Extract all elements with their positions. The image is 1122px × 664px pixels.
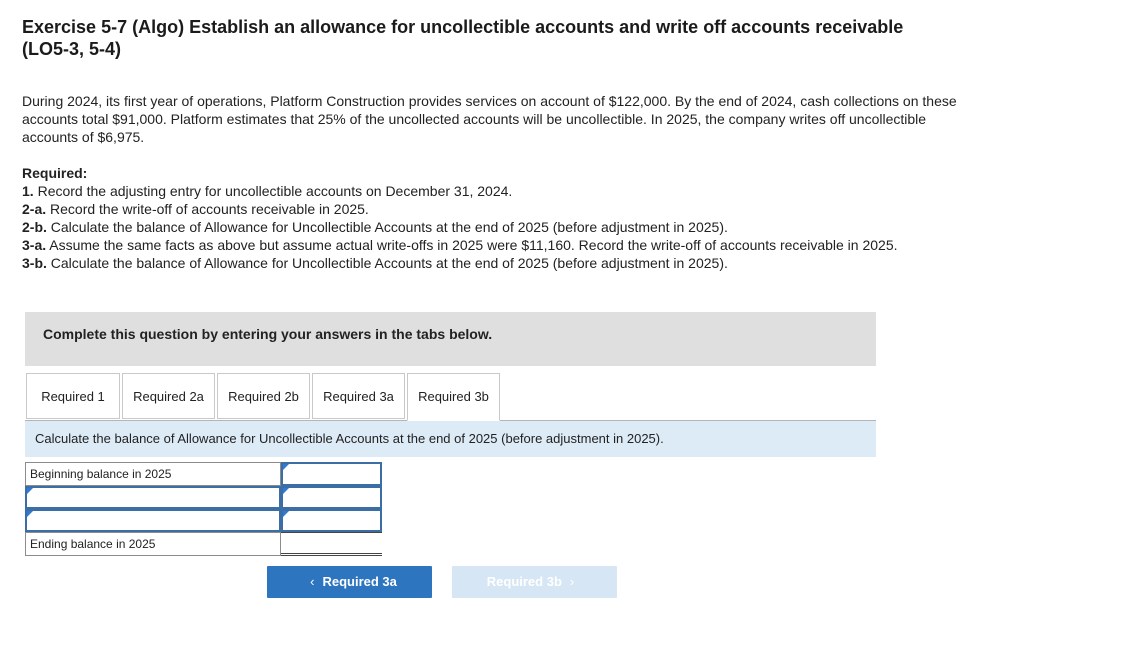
required-item	[22, 200, 972, 218]
exercise-title	[22, 16, 982, 60]
required-list	[22, 164, 972, 272]
exercise-title-line1: Exercise 5-7 (Algo) Establish an allowance for uncollectible accounts and write off accounts receivable	[22, 17, 904, 37]
next-tab-label: Required 3b	[486, 574, 562, 589]
required-item-text: Assume the same facts as above but assume actual write-offs in 2025 were $11,160. Record the write-off of accounts receivable in 2025.	[49, 237, 898, 253]
required-item	[22, 218, 972, 236]
row2-amount-input[interactable]	[281, 486, 382, 509]
next-tab-button	[452, 566, 617, 598]
ending-balance-total	[281, 532, 382, 556]
required-item-text: Record the adjusting entry for uncollectible accounts on December 31, 2024.	[37, 183, 513, 199]
beginning-balance-input[interactable]	[281, 462, 382, 486]
chevron-left-icon: ‹	[310, 574, 315, 589]
required-item	[22, 254, 972, 272]
required-item	[22, 236, 972, 254]
required-item-text: Calculate the balance of Allowance for Uncollectible Accounts at the end of 2025 (before adjustment in 2025).	[50, 219, 728, 235]
tab-required-1[interactable]: Required 1	[26, 373, 120, 419]
required-item-num: 2-a.	[22, 201, 47, 217]
ending-balance-label: Ending balance in 2025	[25, 532, 281, 556]
exercise-intro: During 2024, its first year of operations, Platform Construction provides services on account of $122,000. By the end of 2024, cash collections on these accounts total $91,000. Platform estimates that 25% of the uncollected accounts will be uncollectible. In 2025, the company writes off uncollectible accounts of $6,975.	[22, 93, 957, 145]
required-item-num: 3-a.	[22, 237, 47, 253]
required-item-text: Calculate the balance of Allowance for Uncollectible Accounts at the end of 2025 (before adjustment in 2025).	[50, 255, 728, 271]
exercise-title-line2: (LO5-3, 5-4)	[22, 39, 122, 59]
beginning-balance-label: Beginning balance in 2025	[25, 462, 281, 486]
required-item-num: 1.	[22, 183, 34, 199]
tab-required-3a[interactable]: Required 3a	[312, 373, 405, 419]
tab-required-2b[interactable]: Required 2b	[217, 373, 310, 419]
instructions-banner: Complete this question by entering your answers in the tabs below.	[25, 312, 876, 366]
chevron-right-icon: ›	[569, 574, 575, 589]
prev-tab-label: Required 3a	[322, 574, 397, 589]
required-item-text: Record the write-off of accounts receivable in 2025.	[50, 201, 369, 217]
row3-label-input[interactable]	[25, 509, 281, 532]
required-heading: Required:	[22, 165, 88, 181]
tab-required-3b[interactable]: Required 3b	[407, 373, 500, 421]
tab-instruction: Calculate the balance of Allowance for Uncollectible Accounts at the end of 2025 (before adjustment in 2025).	[25, 421, 876, 457]
required-item-num: 2-b.	[22, 219, 47, 235]
required-item-num: 3-b.	[22, 255, 47, 271]
required-item	[22, 182, 972, 200]
row3-amount-input[interactable]	[281, 509, 382, 532]
tab-bar	[25, 372, 876, 421]
row2-label-input[interactable]	[25, 486, 281, 509]
tab-required-2a[interactable]: Required 2a	[122, 373, 215, 419]
prev-tab-button[interactable]	[267, 566, 432, 598]
